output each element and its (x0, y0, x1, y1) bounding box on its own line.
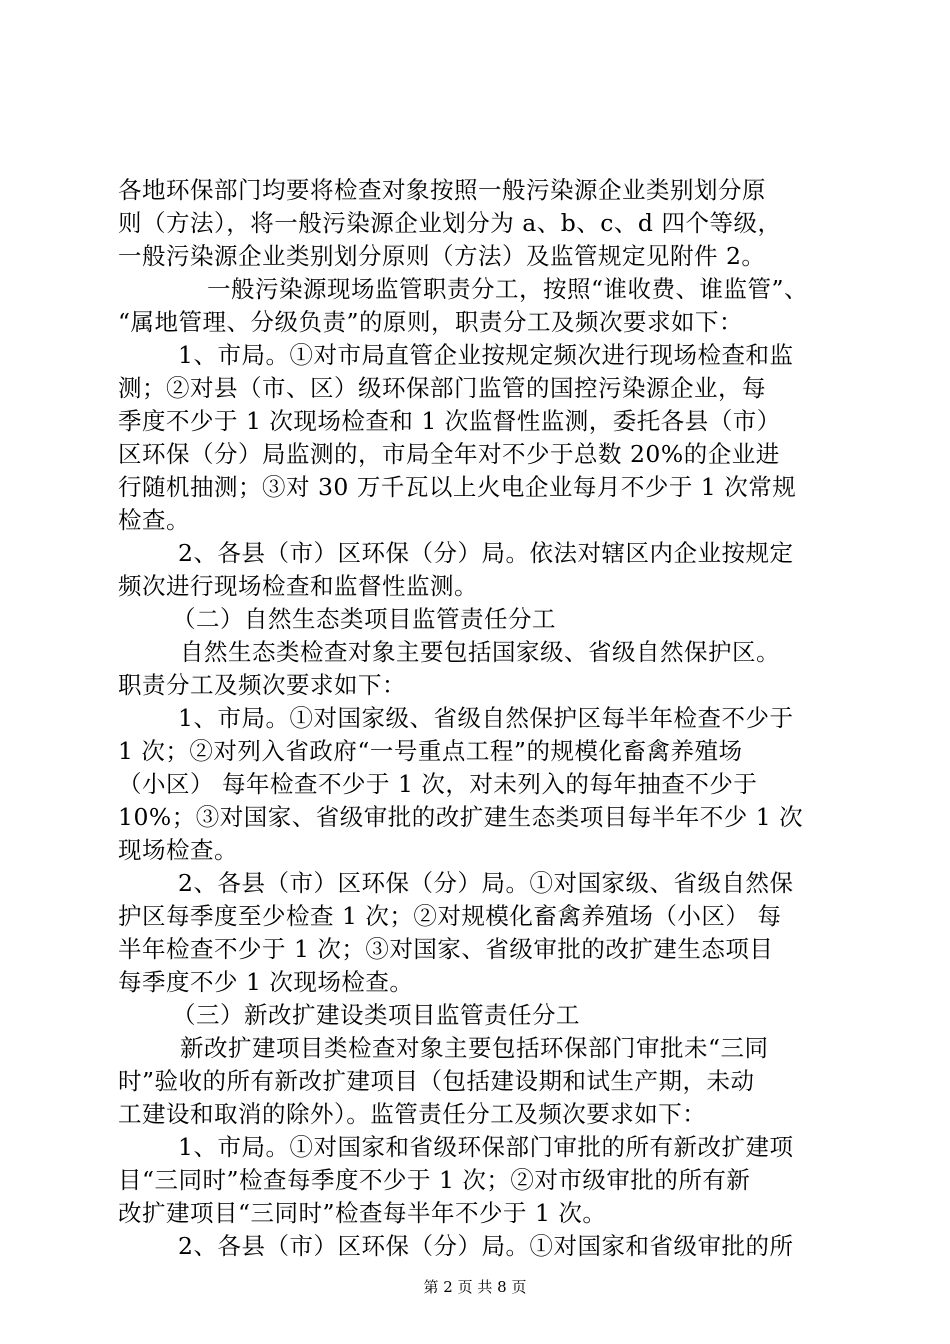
section-heading: （二）自然生态类项目监管责任分工 (172, 605, 556, 633)
text-line: 季度不少于 1 次现场检查和 1 次监督性监测，委托各县（市） (118, 407, 781, 435)
text-line: 1、市局。①对市局直管企业按规定频次进行现场检查和监 (178, 341, 794, 369)
page-number-footer: 第 2 页 共 8 页 (423, 1278, 527, 1296)
text-line: 新改扩建项目类检查对象主要包括环保部门审批未“三同 (180, 1034, 769, 1062)
text-line: 则（方法），将一般污染源企业划分为 a、b、c、d 四个等级， (118, 209, 782, 237)
text-line: 2、各县（市）区环保（分）局。依法对辖区内企业按规定 (178, 539, 794, 567)
text-line: 时”验收的所有新改扩建项目（包括建设期和试生产期，未动 (118, 1067, 755, 1095)
text-line: 一般污染源企业类别划分原则（方法）及监管规定见附件 2。 (118, 242, 766, 270)
text-line: 目“三同时”检查每季度不少于 1 次；②对市级审批的所有新 (118, 1166, 751, 1194)
text-line: 频次进行现场检查和监督性监测。 (118, 572, 478, 600)
text-line: 区环保（分）局监测的，市局全年对不少于总数 20%的企业进 (118, 440, 780, 468)
text-line: “属地管理、分级负责”的原则，职责分工及频次要求如下： (118, 308, 744, 336)
text-line: 各地环保部门均要将检查对象按照一般污染源企业类别划分原 (118, 176, 766, 204)
text-line: 自然生态类检查对象主要包括国家级、省级自然保护区。 (180, 638, 780, 666)
text-line: 每季度不少 1 次现场检查。 (118, 968, 414, 996)
section-heading: （三）新改扩建设类项目监管责任分工 (172, 1001, 580, 1029)
text-line: 检查。 (118, 506, 190, 534)
text-line: （小区） 每年检查不少于 1 次，对未列入的每年抽查不少于 (118, 770, 758, 798)
text-line: 护区每季度至少检查 1 次；②对规模化畜禽养殖场（小区） 每 (118, 902, 782, 930)
text-line: 现场检查。 (118, 836, 238, 864)
text-line: 1 次；②对列入省政府“一号重点工程”的规模化畜禽养殖场 (118, 737, 743, 765)
text-line: 2、各县（市）区环保（分）局。①对国家和省级审批的所 (178, 1232, 794, 1260)
text-line: 职责分工及频次要求如下： (118, 671, 406, 699)
text-line: 1、市局。①对国家级、省级自然保护区每半年检查不少于 (178, 704, 794, 732)
text-line: 2、各县（市）区环保（分）局。①对国家级、省级自然保 (178, 869, 794, 897)
text-line: 测；②对县（市、区）级环保部门监管的国控污染源企业，每 (118, 374, 766, 402)
text-line: 工建设和取消的除外）。监管责任分工及频次要求如下： (118, 1100, 707, 1128)
text-line: 改扩建项目“三同时”检查每半年不少于 1 次。 (118, 1199, 607, 1227)
text-line: 10%；③对国家、省级审批的改扩建生态类项目每半年不少 1 次 (118, 803, 804, 831)
text-line: 行随机抽测；③对 30 万千瓦以上火电企业每月不少于 1 次常规 (118, 473, 797, 501)
text-line: 半年检查不少于 1 次；③对国家、省级审批的改扩建生态项目 (118, 935, 774, 963)
text-line: 一般污染源现场监管职责分工，按照“谁收费、谁监管”、 (207, 275, 809, 303)
text-line: 1、市局。①对国家和省级环保部门审批的所有新改扩建项 (178, 1133, 794, 1161)
